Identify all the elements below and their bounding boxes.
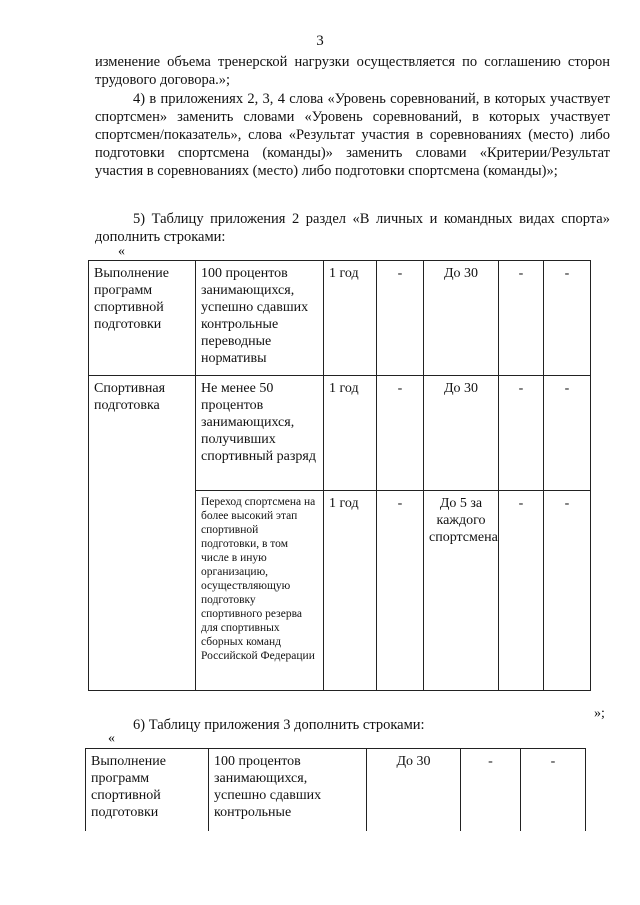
table-cell: Переход спортсмена на более высокий этап спортивной подготовки, в том числе в иную организацию, осуществляющую подготовку спортивного резерва для спортивных сборных команд Российской Федерации	[196, 491, 324, 691]
table-cell: Выполнение программ спортивной подготовки	[89, 261, 196, 376]
table-cell: -	[544, 376, 591, 491]
table-cell: -	[377, 376, 424, 491]
table-cell: Выполнение программ спортивной подготовки	[86, 749, 209, 831]
table-cell: 1 год	[324, 261, 377, 376]
table-cell: До 5 за каждого спортсмена	[424, 491, 499, 691]
table-cell: -	[544, 491, 591, 691]
paragraph-item-5: 5) Таблицу приложения 2 раздел «В личных и командных видах спорта» дополнить строками:	[95, 211, 610, 245]
table-cell: -	[377, 261, 424, 376]
table-cell: 1 год	[324, 491, 377, 691]
table-cell: -	[499, 491, 544, 691]
table-cell: Не менее 50 процентов занимающихся, получивших спортивный разряд	[196, 376, 324, 491]
paragraph-item-6: 6) Таблицу приложения 3 дополнить строками:	[133, 717, 425, 733]
table-row	[89, 491, 591, 691]
criteria-table-appendix-3	[85, 748, 586, 831]
paragraph-item-4: 4) в приложениях 2, 3, 4 слова «Уровень соревнований, в которых участвует спортсмен» заменить словами «Уровень соревнований, в которых участвует спортсмен/показатель», слова «Результат участия в соревнованиях (место) либо подготовки спортсмена (команды)» заменить словами «Критерии/Результат участия в соревнованиях (место) либо подготовки спортсмена (команды)»;	[95, 91, 610, 179]
table-cell: 1 год	[324, 376, 377, 491]
table-cell: До 30	[367, 749, 461, 831]
opening-quote-2: «	[108, 731, 115, 746]
table-row	[89, 376, 591, 491]
table-cell: До 30	[424, 261, 499, 376]
table-cell: 100 процентов занимающихся, успешно сдавших контрольные	[209, 749, 367, 831]
closing-quote: »;	[594, 706, 605, 721]
table-cell: 100 процентов занимающихся, успешно сдавших контрольные переводные нормативы	[196, 261, 324, 376]
page-number: 3	[316, 33, 324, 49]
paragraph-continuation: изменение объема тренерской нагрузки осуществляется по соглашению сторон трудового договора.»;	[95, 54, 610, 88]
table-cell: -	[521, 749, 586, 831]
table-cell: -	[377, 491, 424, 691]
opening-quote-1: «	[118, 244, 125, 259]
table-row	[86, 749, 586, 831]
table-row	[89, 261, 591, 376]
table-cell: -	[461, 749, 521, 831]
table-cell: -	[499, 376, 544, 491]
criteria-table-appendix-2	[88, 260, 591, 691]
table-cell: Спортивная подготовка	[89, 376, 196, 491]
table-cell	[89, 491, 196, 691]
table-cell: До 30	[424, 376, 499, 491]
table-cell: -	[544, 261, 591, 376]
table-cell: -	[499, 261, 544, 376]
